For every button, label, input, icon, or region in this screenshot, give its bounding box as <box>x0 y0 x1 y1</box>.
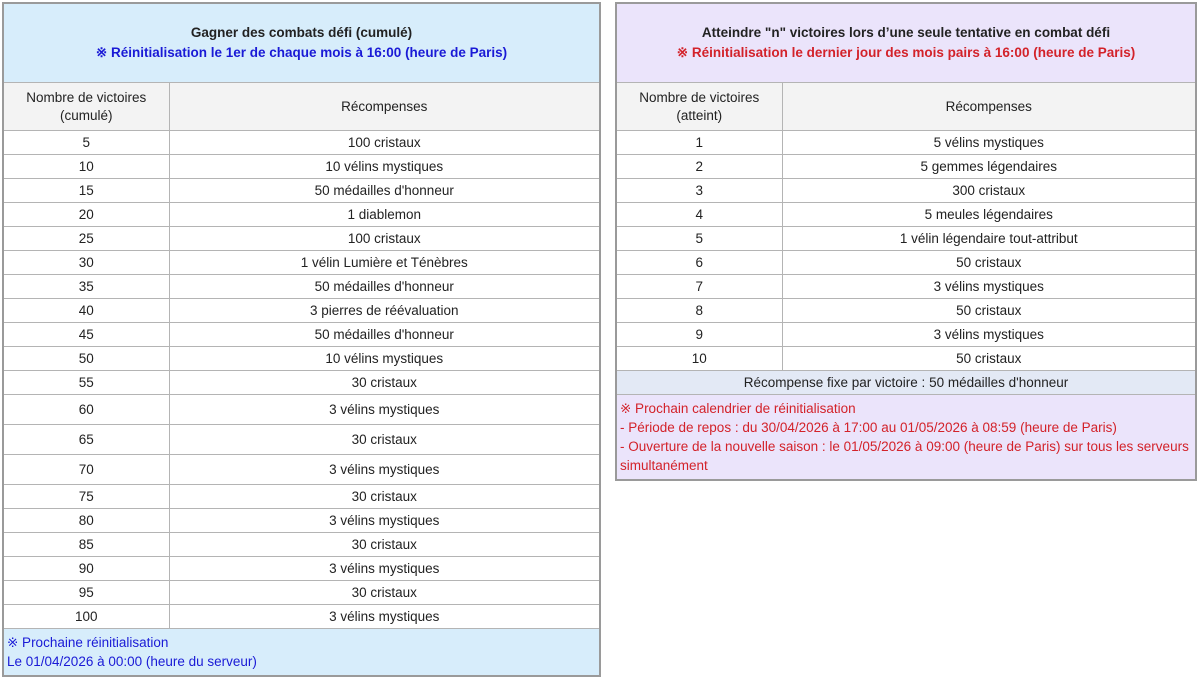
reward-cell: 3 pierres de réévaluation <box>169 299 600 323</box>
column-header-wins-line1: Nombre de victoires <box>26 89 147 105</box>
reward-cell: 3 vélins mystiques <box>782 323 1196 347</box>
wins-cell: 9 <box>616 323 782 347</box>
reward-cell: 50 médailles d'honneur <box>169 179 600 203</box>
next-reset-note <box>3 629 600 677</box>
wins-cell: 70 <box>3 455 169 485</box>
reward-cell: 50 cristaux <box>782 251 1196 275</box>
reward-cell: 50 médailles d'honneur <box>169 275 600 299</box>
table-row <box>3 455 600 485</box>
table-row <box>616 155 1196 179</box>
wins-cell: 50 <box>3 347 169 371</box>
wins-cell: 8 <box>616 299 782 323</box>
single-attempt-wins-table <box>615 2 1197 481</box>
reward-cell: 30 cristaux <box>169 371 600 395</box>
table-row <box>3 347 600 371</box>
reward-cell: 3 vélins mystiques <box>169 557 600 581</box>
table-row <box>616 323 1196 347</box>
reset-calendar-label: ※ Prochain calendrier de réinitialisation <box>620 401 856 416</box>
wins-cell: 7 <box>616 275 782 299</box>
table-title-cell <box>616 3 1196 83</box>
wins-cell: 35 <box>3 275 169 299</box>
table-row <box>3 605 600 629</box>
reset-schedule: ※ Réinitialisation le dernier jour des mois pairs à 16:00 (heure de Paris) <box>676 45 1136 60</box>
table-row <box>3 323 600 347</box>
reward-cell: 30 cristaux <box>169 425 600 455</box>
table-row <box>3 251 600 275</box>
table-row <box>3 155 600 179</box>
reward-cell: 50 médailles d'honneur <box>169 323 600 347</box>
reward-cell: 1 vélin Lumière et Ténèbres <box>169 251 600 275</box>
table-row <box>616 251 1196 275</box>
column-header-row <box>616 83 1196 131</box>
wins-cell: 20 <box>3 203 169 227</box>
table-title: Atteindre "n" victoires lors d’une seule tentative en combat défi <box>701 25 1111 40</box>
reward-cell: 5 vélins mystiques <box>782 131 1196 155</box>
table-row <box>616 275 1196 299</box>
column-header-row <box>3 83 600 131</box>
wins-cell: 10 <box>616 347 782 371</box>
wins-cell: 55 <box>3 371 169 395</box>
wins-cell: 5 <box>616 227 782 251</box>
column-header-rewards: Récompenses <box>782 83 1196 131</box>
wins-cell: 3 <box>616 179 782 203</box>
table-row <box>616 347 1196 371</box>
reward-cell: 1 diablemon <box>169 203 600 227</box>
column-header-wins-line1: Nombre de victoires <box>639 89 760 105</box>
column-header-rewards: Récompenses <box>169 83 600 131</box>
wins-cell: 10 <box>3 155 169 179</box>
reward-cell: 300 cristaux <box>782 179 1196 203</box>
wins-cell: 45 <box>3 323 169 347</box>
reward-cell: 50 cristaux <box>782 347 1196 371</box>
table-row <box>3 275 600 299</box>
table-row <box>3 299 600 323</box>
reward-cell: 100 cristaux <box>169 227 600 251</box>
column-header-wins <box>616 83 782 131</box>
next-reset-label: ※ Prochaine réinitialisation <box>7 635 169 650</box>
reward-cell: 5 meules légendaires <box>782 203 1196 227</box>
table-row <box>3 485 600 509</box>
wins-cell: 1 <box>616 131 782 155</box>
reward-cell: 3 vélins mystiques <box>169 395 600 425</box>
reward-cell: 3 vélins mystiques <box>169 605 600 629</box>
wins-cell: 40 <box>3 299 169 323</box>
column-header-wins-line2: (atteint) <box>676 107 723 123</box>
table-row <box>3 179 600 203</box>
reward-cell: 1 vélin légendaire tout-attribut <box>782 227 1196 251</box>
wins-cell: 25 <box>3 227 169 251</box>
table-title-cell <box>3 3 600 83</box>
reward-cell: 3 vélins mystiques <box>782 275 1196 299</box>
table-row <box>3 509 600 533</box>
next-reset-date: Le 01/04/2026 à 00:00 (heure du serveur) <box>7 654 257 669</box>
table-title: Gagner des combats défi (cumulé) <box>190 25 413 40</box>
table-row <box>616 203 1196 227</box>
wins-cell: 6 <box>616 251 782 275</box>
wins-cell: 60 <box>3 395 169 425</box>
reward-cell: 50 cristaux <box>782 299 1196 323</box>
reward-cell: 5 gemmes légendaires <box>782 155 1196 179</box>
fixed-reward-row: Récompense fixe par victoire : 50 médailles d'honneur <box>616 371 1196 395</box>
wins-cell: 80 <box>3 509 169 533</box>
column-header-wins <box>3 83 169 131</box>
rest-period: - Période de repos : du 30/04/2026 à 17:00 au 01/05/2026 à 08:59 (heure de Paris) <box>620 420 1117 435</box>
reward-cell: 10 vélins mystiques <box>169 155 600 179</box>
reward-cell: 30 cristaux <box>169 485 600 509</box>
table-row <box>3 581 600 605</box>
wins-cell: 2 <box>616 155 782 179</box>
wins-cell: 85 <box>3 533 169 557</box>
new-season-opening: - Ouverture de la nouvelle saison : le 01/05/2026 à 09:00 (heure de Paris) sur tous les serveurs simultanément <box>620 439 1189 473</box>
wins-cell: 100 <box>3 605 169 629</box>
wins-cell: 95 <box>3 581 169 605</box>
reward-cell: 30 cristaux <box>169 581 600 605</box>
reset-calendar-note <box>616 395 1196 481</box>
table-row <box>3 227 600 251</box>
table-row <box>3 533 600 557</box>
table-row <box>616 227 1196 251</box>
reward-cell: 100 cristaux <box>169 131 600 155</box>
wins-cell: 15 <box>3 179 169 203</box>
wins-cell: 4 <box>616 203 782 227</box>
reward-cell: 3 vélins mystiques <box>169 509 600 533</box>
table-row <box>616 179 1196 203</box>
reward-cell: 30 cristaux <box>169 533 600 557</box>
table-row <box>3 395 600 425</box>
reward-cell: 10 vélins mystiques <box>169 347 600 371</box>
reset-schedule: ※ Réinitialisation le 1er de chaque mois à 16:00 (heure de Paris) <box>95 45 508 60</box>
table-row <box>616 131 1196 155</box>
table-row <box>3 425 600 455</box>
table-row <box>3 131 600 155</box>
wins-cell: 30 <box>3 251 169 275</box>
wins-cell: 75 <box>3 485 169 509</box>
wins-cell: 65 <box>3 425 169 455</box>
table-row <box>3 557 600 581</box>
cumulative-wins-table <box>2 2 601 677</box>
table-row <box>3 203 600 227</box>
table-row <box>3 371 600 395</box>
wins-cell: 5 <box>3 131 169 155</box>
column-header-wins-line2: (cumulé) <box>59 107 113 123</box>
table-row <box>616 299 1196 323</box>
wins-cell: 90 <box>3 557 169 581</box>
reward-cell: 3 vélins mystiques <box>169 455 600 485</box>
